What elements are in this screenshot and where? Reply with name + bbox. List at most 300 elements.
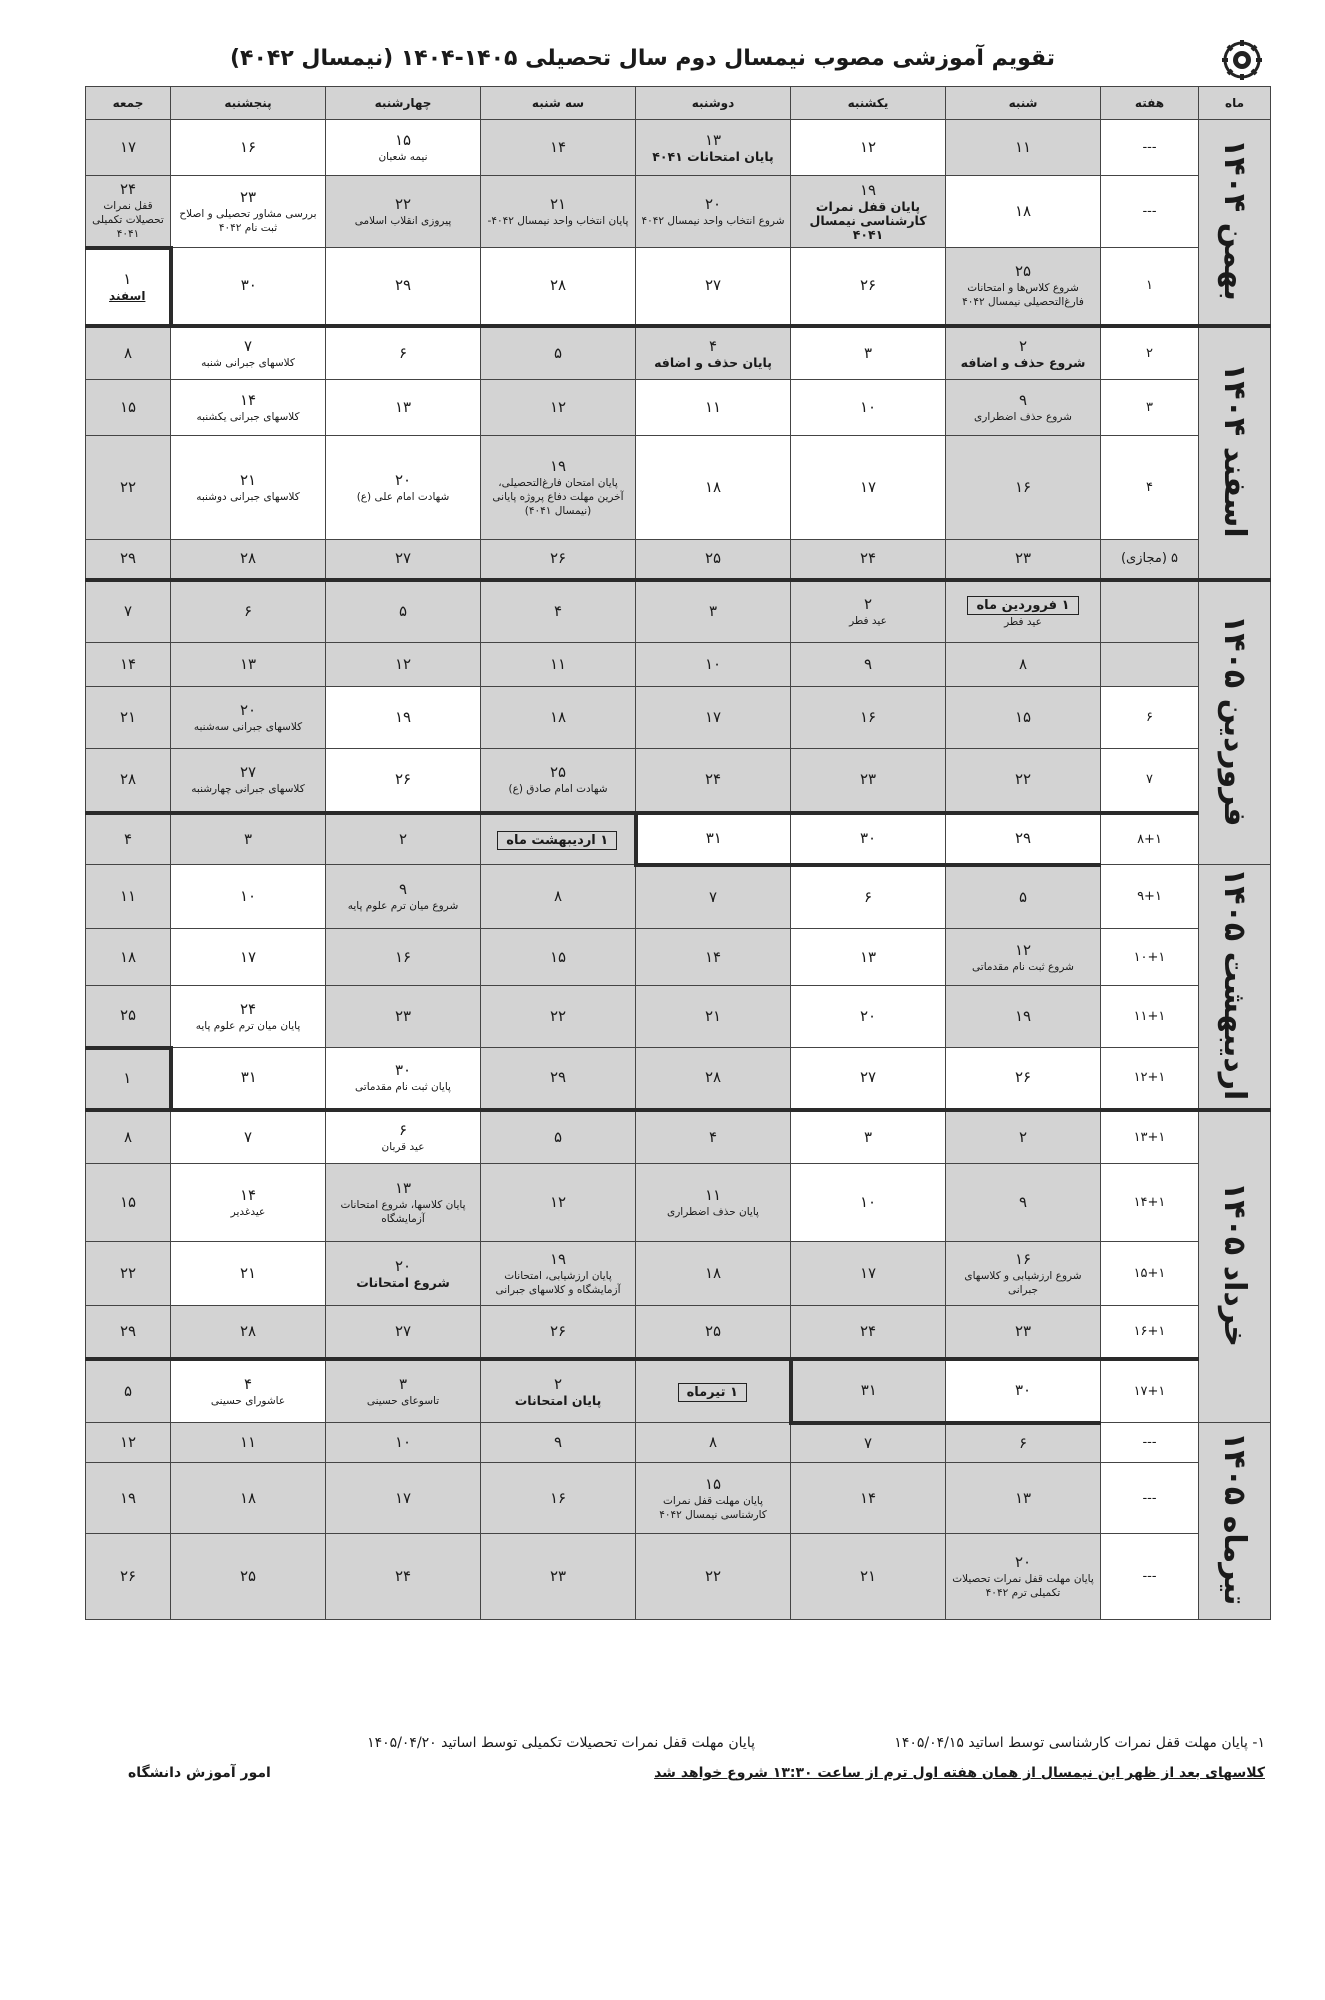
day-cell-tuesday	[481, 1534, 636, 1620]
col-header-thursday: پنجشنبه	[171, 87, 326, 120]
day-cell-saturday	[946, 1359, 1101, 1423]
day-cell-wednesday	[326, 1242, 481, 1306]
day-number: ۲۳	[549, 1567, 567, 1585]
day-number: ۲۱	[239, 471, 257, 489]
day-number: ۳۱	[240, 1068, 257, 1087]
day-number: ۲۸	[119, 770, 137, 789]
event-label: پایان انتخاب واحد نیمسال ۴۰۴۲-	[487, 215, 629, 227]
day-cell-thursday	[171, 865, 326, 929]
day-cell-friday	[86, 380, 171, 436]
event-label: کلاسهای جبرانی سه‌شنبه	[193, 721, 303, 733]
day-cell-sunday	[791, 1423, 946, 1463]
event-label: عید قربان	[381, 1140, 425, 1153]
day-cell-wednesday	[326, 1110, 481, 1164]
university-seal-icon	[1222, 40, 1262, 80]
day-cell-friday	[86, 580, 171, 643]
day-number: ۱۵	[119, 1193, 137, 1211]
week-number: ۳	[1101, 380, 1199, 436]
day-number: ۲۷	[859, 1068, 877, 1087]
day-number: ۹	[863, 655, 873, 673]
day-number: ۸	[123, 1127, 133, 1146]
day-cell-saturday	[946, 865, 1101, 929]
col-header-week: هفته	[1101, 87, 1199, 120]
day-number: ۲۲	[119, 1264, 137, 1282]
day-number: ۴	[123, 829, 133, 848]
day-cell-friday	[86, 436, 171, 540]
col-header-month: ماه	[1199, 87, 1271, 120]
week-number: ۶	[1101, 687, 1199, 749]
day-number: ۲۵	[1014, 262, 1032, 281]
day-number: ۵	[553, 1127, 563, 1146]
day-cell-thursday	[171, 1534, 326, 1620]
day-number: ۱۸	[119, 947, 137, 966]
week-number: ---	[1101, 1534, 1199, 1620]
day-cell-wednesday	[326, 749, 481, 813]
day-number: ۱	[123, 1069, 132, 1087]
day-cell-saturday	[946, 120, 1101, 176]
calendar-row	[86, 580, 1271, 643]
day-cell-sunday	[791, 176, 946, 248]
day-number: ۲۱	[704, 1007, 722, 1025]
day-number: ۱۸	[239, 1488, 257, 1507]
calendar-row	[86, 1463, 1271, 1534]
day-number: ۲۸	[239, 549, 257, 568]
month-name: بهمن ۱۴۰۴	[1217, 138, 1252, 301]
day-number: ۱۴	[119, 655, 137, 673]
day-number: ۱۷	[239, 947, 257, 966]
day-cell-sunday	[791, 326, 946, 380]
day-cell-tuesday	[481, 1359, 636, 1423]
day-number: ۲۲	[394, 195, 412, 213]
day-cell-saturday	[946, 580, 1101, 643]
day-cell-friday	[86, 1359, 171, 1423]
day-cell-wednesday	[326, 176, 481, 248]
day-cell-thursday	[171, 248, 326, 326]
day-cell-tuesday	[481, 1423, 636, 1463]
day-number: ۵	[1018, 887, 1028, 906]
day-number: ۲۳	[859, 770, 877, 789]
day-cell-friday	[86, 865, 171, 929]
day-cell-monday	[636, 1359, 791, 1423]
event-label: پایان حذف اضطراری	[667, 1206, 759, 1218]
day-cell-saturday	[946, 248, 1101, 326]
day-cell-wednesday	[326, 643, 481, 687]
day-cell-thursday	[171, 380, 326, 436]
day-cell-wednesday	[326, 1534, 481, 1620]
day-number: ۵	[398, 602, 408, 621]
day-number: ۹	[1018, 391, 1028, 409]
day-number: ۱۵	[1014, 708, 1032, 726]
day-number: ۱۲	[394, 655, 412, 673]
day-cell-monday	[636, 540, 791, 580]
day-cell-wednesday	[326, 1164, 481, 1242]
day-number: ۲۲	[1014, 770, 1032, 789]
week-number: ۱۰+۱	[1101, 929, 1199, 986]
footer-signature: امور آموزش دانشگاه	[128, 1765, 271, 1781]
day-number: ۲۲	[119, 478, 137, 496]
week-number: ۷	[1101, 749, 1199, 813]
day-cell-saturday	[946, 1164, 1101, 1242]
day-number: ۲۵	[549, 763, 567, 782]
day-number: ۲۵	[704, 1321, 722, 1340]
day-cell-saturday	[946, 1463, 1101, 1534]
day-number: ۲۸	[704, 1068, 722, 1087]
day-number: ۲۶	[549, 549, 567, 568]
calendar-row	[86, 1110, 1271, 1164]
calendar-row	[86, 749, 1271, 813]
day-number: ۱۴	[549, 138, 567, 156]
day-cell-sunday	[791, 687, 946, 749]
day-cell-monday	[636, 580, 791, 643]
day-number: ۲۷	[394, 1321, 412, 1340]
day-cell-monday	[636, 1110, 791, 1164]
event-label: بررسی مشاور تحصیلی و اصلاح ثبت نام ۴۰۴۲	[179, 208, 317, 234]
day-number: ۳۰	[240, 276, 257, 295]
day-number: ۱۰	[859, 1193, 877, 1211]
day-number: ۲۰	[394, 1257, 412, 1275]
week-number: ---	[1101, 1423, 1199, 1463]
day-cell-thursday	[171, 813, 326, 865]
day-cell-wednesday	[326, 380, 481, 436]
day-cell-thursday	[171, 1242, 326, 1306]
col-header-friday: جمعه	[86, 87, 171, 120]
day-number: ۲۹	[119, 1321, 137, 1340]
week-number: ۱۷+۱	[1101, 1359, 1199, 1423]
event-label: قفل نمرات تحصیلات تکمیلی ۴۰۴۱	[92, 200, 164, 241]
day-cell-saturday	[946, 687, 1101, 749]
day-cell-monday	[636, 749, 791, 813]
day-cell-sunday	[791, 248, 946, 326]
calendar-table	[85, 86, 1271, 1620]
day-number: ۲۹	[1014, 829, 1032, 847]
event-label: پایان مهلت قفل نمرات کارشناسی نیمسال ۴۰۴۲	[659, 1494, 767, 1521]
day-cell-saturday	[946, 1048, 1101, 1110]
day-cell-sunday	[791, 380, 946, 436]
day-cell-wednesday	[326, 120, 481, 176]
day-number: ۳	[243, 829, 253, 848]
day-number: ۲۴	[859, 1321, 877, 1340]
day-number: ۲۲	[704, 1567, 722, 1585]
day-cell-thursday	[171, 1110, 326, 1164]
header	[85, 40, 1270, 84]
month-start-marker: ۱ فروردین ماه	[967, 596, 1078, 615]
day-cell-monday	[636, 120, 791, 176]
calendar-row	[86, 1534, 1271, 1620]
day-number: ۸	[708, 1433, 718, 1451]
day-number: ۹	[1018, 1193, 1028, 1211]
day-cell-thursday	[171, 540, 326, 580]
day-cell-friday	[86, 540, 171, 580]
day-cell-sunday	[791, 1164, 946, 1242]
day-cell-monday	[636, 1164, 791, 1242]
event-label: عاشورای حسینی	[210, 1394, 286, 1407]
month-label-farvardin	[1199, 580, 1271, 865]
day-cell-friday	[86, 248, 171, 326]
day-cell-sunday	[791, 865, 946, 929]
calendar-row	[86, 1359, 1271, 1423]
day-number: ۲۱	[119, 708, 137, 726]
day-cell-wednesday	[326, 986, 481, 1048]
day-number: ۲۴	[239, 1000, 257, 1018]
calendar-row	[86, 1048, 1271, 1110]
day-cell-sunday	[791, 1463, 946, 1534]
week-number: ۱۲+۱	[1101, 1048, 1199, 1110]
day-cell-sunday	[791, 1534, 946, 1620]
day-number: ۲۶	[1014, 1068, 1032, 1087]
calendar-row	[86, 813, 1271, 865]
event-label: عید فطر	[1004, 616, 1042, 629]
day-cell-saturday	[946, 986, 1101, 1048]
calendar-row	[86, 929, 1271, 986]
week-number: ۲	[1101, 326, 1199, 380]
month-start-marker: ۱ اردیبهشت ماه	[497, 831, 617, 850]
calendar-row	[86, 436, 1271, 540]
event-label: شهادت امام صادق (ع)	[508, 783, 608, 796]
day-number: ۲۸	[239, 1321, 257, 1340]
day-cell-friday	[86, 1534, 171, 1620]
day-cell-sunday	[791, 120, 946, 176]
day-number: ۱۹	[549, 1250, 567, 1268]
event-label: شروع حذف و اضافه	[960, 354, 1086, 370]
day-number: ۸	[123, 343, 133, 362]
day-number: ۳۰	[394, 1061, 412, 1080]
day-number: ۲	[863, 595, 873, 614]
day-cell-sunday	[791, 813, 946, 865]
day-cell-tuesday	[481, 248, 636, 326]
day-cell-monday	[636, 176, 791, 248]
footer-note-2: کلاسهای بعد از ظهر این نیمسال از همان هفته اول ترم از ساعت ۱۳:۳۰ شروع خواهد شد	[654, 1765, 1265, 1781]
day-cell-friday	[86, 929, 171, 986]
day-cell-saturday	[946, 540, 1101, 580]
page-title: تقویم آموزشی مصوب نیمسال دوم سال تحصیلی ۱۴۰۵-۱۴۰۴ (نیمسال ۴۰۴۲)	[229, 46, 1055, 71]
day-cell-sunday	[791, 1048, 946, 1110]
day-cell-tuesday	[481, 865, 636, 929]
day-cell-thursday	[171, 436, 326, 540]
day-number: ۱۵	[394, 131, 412, 149]
day-cell-monday	[636, 929, 791, 986]
day-cell-friday	[86, 813, 171, 865]
day-cell-friday	[86, 1242, 171, 1306]
day-cell-monday	[636, 813, 791, 865]
day-cell-wednesday	[326, 1359, 481, 1423]
month-name: خرداد ۱۴۰۵	[1217, 1182, 1252, 1348]
week-number: ۱۵+۱	[1101, 1242, 1199, 1306]
day-number: ۱۳	[394, 398, 412, 416]
day-number: ۱۱	[704, 1186, 722, 1204]
day-cell-sunday	[791, 749, 946, 813]
day-cell-sunday	[791, 580, 946, 643]
day-cell-friday	[86, 326, 171, 380]
day-number: ۲۳	[394, 1007, 412, 1025]
day-cell-monday	[636, 1423, 791, 1463]
day-number: ۲۹	[119, 549, 137, 568]
day-cell-saturday	[946, 1306, 1101, 1359]
calendar-row	[86, 1164, 1271, 1242]
day-cell-thursday	[171, 1164, 326, 1242]
calendar-row	[86, 380, 1271, 436]
day-number: ۲۵	[119, 1006, 137, 1025]
day-number: ۱۷	[859, 1264, 877, 1282]
day-cell-tuesday	[481, 436, 636, 540]
day-number: ۷	[708, 887, 718, 906]
footer-note-1b: پایان مهلت قفل نمرات تحصیلات تکمیلی توسط اساتید ۱۴۰۵/۰۴/۲۰	[367, 1735, 755, 1751]
day-number: ۱۱	[119, 887, 137, 905]
day-cell-tuesday	[481, 540, 636, 580]
day-cell-wednesday	[326, 929, 481, 986]
day-number: ۱۰	[394, 1433, 412, 1451]
day-cell-thursday	[171, 643, 326, 687]
day-number: ۱۰	[859, 398, 877, 416]
event-label: پایان کلاسها، شروع امتحانات آزمایشگاه	[340, 1199, 466, 1225]
day-cell-saturday	[946, 749, 1101, 813]
day-cell-monday	[636, 865, 791, 929]
day-number: ۲۰	[1014, 1553, 1032, 1571]
day-number: ۱۲	[119, 1433, 137, 1451]
day-cell-monday	[636, 1306, 791, 1359]
day-number: ۱۳	[1014, 1488, 1032, 1507]
day-cell-sunday	[791, 643, 946, 687]
day-number: ۱۲	[859, 138, 877, 156]
day-cell-wednesday	[326, 687, 481, 749]
day-number: ۱۱	[239, 1433, 257, 1451]
week-number	[1101, 643, 1199, 687]
week-number: ۴	[1101, 436, 1199, 540]
day-number: ۲۵	[239, 1567, 257, 1585]
day-cell-wednesday	[326, 865, 481, 929]
event-label: شروع انتخاب واحد نیمسال ۴۰۴۲	[641, 215, 785, 227]
day-number: ۸	[1018, 655, 1028, 673]
day-cell-saturday	[946, 1110, 1101, 1164]
day-cell-friday	[86, 749, 171, 813]
week-number: ---	[1101, 1463, 1199, 1534]
day-cell-thursday	[171, 929, 326, 986]
day-cell-monday	[636, 1463, 791, 1534]
day-number: ۱۶	[1014, 1250, 1032, 1268]
day-cell-sunday	[791, 1359, 946, 1423]
calendar-row	[86, 540, 1271, 580]
event-label: عیدغدیر	[230, 1206, 266, 1218]
day-cell-friday	[86, 1306, 171, 1359]
day-number: ۱۶	[1014, 478, 1032, 496]
week-number: ۱۳+۱	[1101, 1110, 1199, 1164]
col-header-wednesday: چهارشنبه	[326, 87, 481, 120]
day-number: ۵	[553, 343, 563, 362]
day-cell-wednesday	[326, 1048, 481, 1110]
event-label: شروع امتحانات	[356, 1275, 450, 1290]
day-number: ۶	[243, 602, 253, 621]
day-cell-sunday	[791, 986, 946, 1048]
month-name: تیرماه ۱۴۰۵	[1217, 1432, 1252, 1606]
day-number: ۱۹	[859, 181, 877, 199]
week-number	[1101, 580, 1199, 643]
day-cell-tuesday	[481, 1048, 636, 1110]
day-number: ۱	[123, 270, 132, 288]
col-header-saturday: شنبه	[946, 87, 1101, 120]
day-cell-monday	[636, 643, 791, 687]
day-number: ۱۳	[239, 655, 257, 673]
calendar-row	[86, 1306, 1271, 1359]
month-label-ordibehesht	[1199, 865, 1271, 1110]
day-cell-tuesday	[481, 120, 636, 176]
day-cell-wednesday	[326, 813, 481, 865]
day-number: ۱۸	[549, 708, 567, 726]
day-number: ۲	[553, 1374, 563, 1393]
calendar-row	[86, 248, 1271, 326]
month-label-bahman	[1199, 120, 1271, 326]
day-number: ۲۰	[239, 701, 257, 719]
calendar-row	[86, 1423, 1271, 1463]
day-number: ۲۶	[119, 1567, 137, 1585]
day-cell-thursday	[171, 749, 326, 813]
day-number: ۲۴	[119, 180, 137, 199]
day-number: ۷	[243, 336, 253, 355]
day-number: ۴	[708, 336, 718, 355]
day-number: ۱۹	[394, 708, 412, 726]
month-name: اردیبهشت ۱۴۰۵	[1217, 868, 1252, 1101]
day-number: ۳	[863, 343, 873, 362]
event-label: پایان حذف و اضافه	[654, 354, 772, 370]
day-cell-saturday	[946, 1534, 1101, 1620]
day-cell-tuesday	[481, 813, 636, 865]
day-number: ۱۶	[394, 947, 412, 966]
event-label: شروع حذف اضطراری	[974, 411, 1072, 423]
day-cell-friday	[86, 1164, 171, 1242]
day-cell-thursday	[171, 1306, 326, 1359]
day-number: ۱۶	[859, 708, 877, 726]
day-cell-tuesday	[481, 176, 636, 248]
day-cell-friday	[86, 687, 171, 749]
day-number: ۲	[1018, 1127, 1028, 1146]
day-number: ۲	[398, 829, 408, 848]
day-number: ۷	[123, 602, 133, 621]
day-cell-sunday	[791, 540, 946, 580]
event-label: پایان امتحانات ۴۰۴۱	[652, 149, 774, 164]
calendar-row	[86, 176, 1271, 248]
day-number: ۱۲	[549, 1193, 567, 1211]
day-cell-saturday	[946, 1242, 1101, 1306]
week-number: ---	[1101, 176, 1199, 248]
day-number: ۶	[863, 887, 873, 906]
day-number: ۱۴	[704, 947, 722, 966]
header-row	[86, 87, 1271, 120]
day-cell-tuesday	[481, 1463, 636, 1534]
day-cell-friday	[86, 643, 171, 687]
day-cell-monday	[636, 1048, 791, 1110]
day-cell-wednesday	[326, 1463, 481, 1534]
event-label: پایان مهلت قفل نمرات تحصیلات تکمیلی ترم ۴۰۴۲	[952, 1573, 1094, 1599]
day-number: ۸	[553, 887, 563, 905]
month-start-marker: ۱ تیرماه	[678, 1383, 747, 1402]
week-number: ۱۱+۱	[1101, 986, 1199, 1048]
day-cell-thursday	[171, 1423, 326, 1463]
day-number: ۳۰	[1014, 1381, 1032, 1399]
day-number: ۲۲	[549, 1007, 567, 1025]
day-number: ۱۴	[859, 1488, 877, 1507]
event-label: پایان قفل نمرات کارشناسی نیمسال ۴۰۴۱	[809, 199, 927, 242]
week-number: ۱	[1101, 248, 1199, 326]
week-number: ۱۴+۱	[1101, 1164, 1199, 1242]
month-name: فروردین ۱۴۰۵	[1217, 614, 1252, 827]
calendar-row	[86, 687, 1271, 749]
day-cell-thursday	[171, 580, 326, 643]
day-number: ۶	[398, 1120, 408, 1139]
day-cell-tuesday	[481, 380, 636, 436]
day-cell-sunday	[791, 1242, 946, 1306]
day-number: ۱۷	[119, 138, 137, 156]
event-label: پایان ارزشیابی، امتحانات آزمایشگاه و کلاسهای جبرانی	[495, 1270, 621, 1296]
day-number: ۲۴	[859, 549, 877, 568]
day-number: ۲۶	[394, 770, 412, 789]
